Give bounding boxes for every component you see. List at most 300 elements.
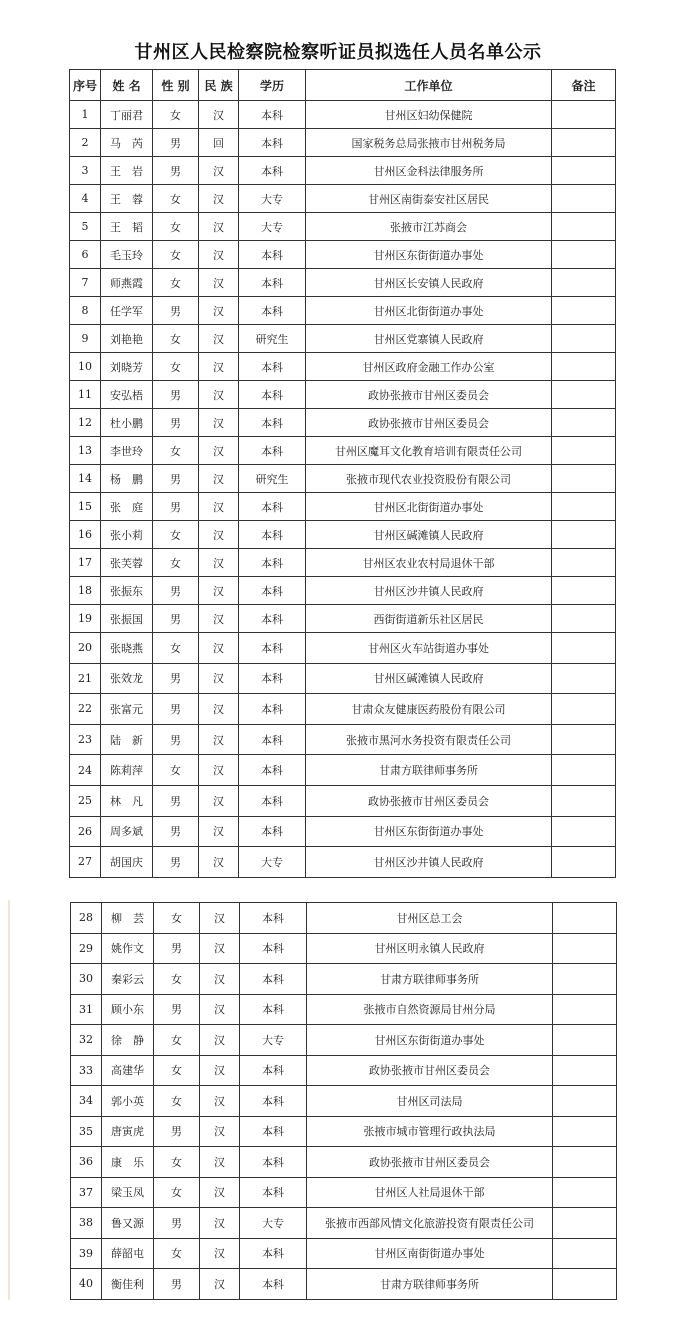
row-number-cell: 10 <box>70 353 101 381</box>
work-unit-cell: 西街街道新乐社区居民 <box>306 605 552 633</box>
education-cell: 本科 <box>239 755 306 786</box>
work-unit-cell: 甘州区南街泰安社区居民 <box>306 185 552 213</box>
sex-cell: 男 <box>153 816 199 847</box>
name-cell: 衡佳利 <box>102 1269 154 1300</box>
name-cell: 高建华 <box>102 1055 154 1086</box>
name-cell: 张效龙 <box>101 663 153 694</box>
ethnicity-cell: 汉 <box>199 185 239 213</box>
ethnicity-cell: 汉 <box>199 437 239 465</box>
work-unit-cell: 政协张掖市甘州区委员会 <box>306 785 552 816</box>
note-cell <box>552 816 616 847</box>
sex-cell: 女 <box>153 325 199 353</box>
ethnicity-cell: 汉 <box>200 1177 240 1208</box>
table-row <box>70 129 616 157</box>
table-row <box>70 241 616 269</box>
table-row <box>71 933 617 964</box>
work-unit-cell: 政协张掖市甘州区委员会 <box>307 1055 553 1086</box>
header-sex: 性 别 <box>153 70 199 101</box>
note-cell <box>552 465 616 493</box>
education-cell: 本科 <box>239 577 306 605</box>
row-number-cell: 39 <box>71 1238 102 1269</box>
row-number-cell: 21 <box>70 663 101 694</box>
name-cell: 康 乐 <box>102 1147 154 1178</box>
table-row <box>71 1147 617 1178</box>
name-cell: 刘艳艳 <box>101 325 153 353</box>
work-unit-cell: 甘州区人社局退休干部 <box>307 1177 553 1208</box>
note-cell <box>552 409 616 437</box>
sex-cell: 女 <box>153 437 199 465</box>
work-unit-cell: 甘州区沙井镇人民政府 <box>306 577 552 605</box>
work-unit-cell: 甘州区魔耳文化教育培训有限责任公司 <box>306 437 552 465</box>
note-cell <box>552 157 616 185</box>
ethnicity-cell: 汉 <box>199 213 239 241</box>
row-number-cell: 3 <box>70 157 101 185</box>
work-unit-cell: 甘州区东街街道办事处 <box>307 1025 553 1056</box>
table-row <box>70 847 616 878</box>
name-cell: 张小莉 <box>101 521 153 549</box>
table-row <box>70 694 616 725</box>
sex-cell: 男 <box>153 663 199 694</box>
work-unit-cell: 甘州区长安镇人民政府 <box>306 269 552 297</box>
ethnicity-cell: 汉 <box>199 101 239 129</box>
education-cell: 本科 <box>240 1086 307 1117</box>
education-cell: 本科 <box>239 381 306 409</box>
table-row <box>70 101 616 129</box>
ethnicity-cell: 汉 <box>199 663 239 694</box>
table-row <box>71 1269 617 1300</box>
name-cell: 郭小英 <box>102 1086 154 1117</box>
note-cell <box>552 381 616 409</box>
name-cell: 徐 静 <box>102 1025 154 1056</box>
name-cell: 张 庭 <box>101 493 153 521</box>
row-number-cell: 15 <box>70 493 101 521</box>
note-cell <box>552 633 616 664</box>
education-cell: 本科 <box>240 1177 307 1208</box>
row-number-cell: 14 <box>70 465 101 493</box>
work-unit-cell: 甘州区妇幼保健院 <box>306 101 552 129</box>
education-cell: 本科 <box>239 785 306 816</box>
table-row <box>71 1238 617 1269</box>
note-cell <box>553 1116 617 1147</box>
ethnicity-cell: 汉 <box>200 964 240 995</box>
name-cell: 周多斌 <box>101 816 153 847</box>
education-cell: 本科 <box>239 605 306 633</box>
sex-cell: 女 <box>153 269 199 297</box>
education-cell: 本科 <box>240 964 307 995</box>
row-number-cell: 34 <box>71 1086 102 1117</box>
table-row <box>71 1208 617 1239</box>
row-number-cell: 6 <box>70 241 101 269</box>
education-cell: 本科 <box>239 101 306 129</box>
table-row <box>70 185 616 213</box>
sex-cell: 男 <box>153 724 199 755</box>
table-row <box>71 964 617 995</box>
sex-cell: 男 <box>154 1208 200 1239</box>
note-cell <box>552 493 616 521</box>
header-note: 备注 <box>552 70 616 101</box>
sex-cell: 男 <box>153 605 199 633</box>
table-row <box>70 409 616 437</box>
table-row <box>71 1116 617 1147</box>
note-cell <box>553 964 617 995</box>
table-row <box>71 1025 617 1056</box>
table-row <box>70 577 616 605</box>
ethnicity-cell: 汉 <box>200 903 240 934</box>
row-number-cell: 35 <box>71 1116 102 1147</box>
name-cell: 张芙蓉 <box>101 549 153 577</box>
name-cell: 林 凡 <box>101 785 153 816</box>
row-number-cell: 18 <box>70 577 101 605</box>
sex-cell: 女 <box>153 633 199 664</box>
name-cell: 张振东 <box>101 577 153 605</box>
row-number-cell: 25 <box>70 785 101 816</box>
sex-cell: 男 <box>153 297 199 325</box>
work-unit-cell: 张掖市黑河水务投资有限责任公司 <box>306 724 552 755</box>
row-number-cell: 23 <box>70 724 101 755</box>
ethnicity-cell: 汉 <box>199 241 239 269</box>
note-cell <box>553 1269 617 1300</box>
header-name: 姓 名 <box>101 70 153 101</box>
row-number-cell: 30 <box>71 964 102 995</box>
name-cell: 胡国庆 <box>101 847 153 878</box>
name-cell: 张富元 <box>101 694 153 725</box>
education-cell: 本科 <box>239 129 306 157</box>
education-cell: 本科 <box>239 694 306 725</box>
note-cell <box>553 1086 617 1117</box>
roster-table-page-1 <box>69 69 616 878</box>
ethnicity-cell: 汉 <box>200 1147 240 1178</box>
work-unit-cell: 甘州区碱滩镇人民政府 <box>306 521 552 549</box>
ethnicity-cell: 汉 <box>199 633 239 664</box>
work-unit-cell: 甘州区东街街道办事处 <box>306 241 552 269</box>
education-cell: 本科 <box>239 493 306 521</box>
table-row <box>71 1086 617 1117</box>
name-cell: 李世玲 <box>101 437 153 465</box>
work-unit-cell: 甘州区党寨镇人民政府 <box>306 325 552 353</box>
ethnicity-cell: 汉 <box>200 1238 240 1269</box>
sex-cell: 男 <box>153 577 199 605</box>
ethnicity-cell: 汉 <box>199 521 239 549</box>
note-cell <box>552 847 616 878</box>
name-cell: 陆 新 <box>101 724 153 755</box>
sex-cell: 女 <box>153 213 199 241</box>
row-number-cell: 27 <box>70 847 101 878</box>
table-row <box>71 903 617 934</box>
note-cell <box>552 755 616 786</box>
table-row <box>70 157 616 185</box>
work-unit-cell: 甘州区农业农村局退休干部 <box>306 549 552 577</box>
name-cell: 刘晓芳 <box>101 353 153 381</box>
table-row <box>70 755 616 786</box>
ethnicity-cell: 汉 <box>199 755 239 786</box>
sex-cell: 男 <box>153 847 199 878</box>
row-number-cell: 33 <box>71 1055 102 1086</box>
education-cell: 本科 <box>240 903 307 934</box>
row-number-cell: 1 <box>70 101 101 129</box>
sex-cell: 男 <box>154 933 200 964</box>
note-cell <box>552 213 616 241</box>
note-cell <box>553 1238 617 1269</box>
name-cell: 马 芮 <box>101 129 153 157</box>
sex-cell: 男 <box>153 157 199 185</box>
row-number-cell: 32 <box>71 1025 102 1056</box>
sex-cell: 女 <box>154 1238 200 1269</box>
ethnicity-cell: 汉 <box>199 724 239 755</box>
name-cell: 顾小东 <box>102 994 154 1025</box>
education-cell: 本科 <box>239 409 306 437</box>
row-number-cell: 17 <box>70 549 101 577</box>
ethnicity-cell: 汉 <box>200 994 240 1025</box>
work-unit-cell: 张掖市自然资源局甘州分局 <box>307 994 553 1025</box>
name-cell: 杨 鹏 <box>101 465 153 493</box>
note-cell <box>552 663 616 694</box>
table-row <box>70 521 616 549</box>
name-cell: 任学军 <box>101 297 153 325</box>
education-cell: 本科 <box>239 353 306 381</box>
sex-cell: 女 <box>154 1147 200 1178</box>
ethnicity-cell: 汉 <box>199 381 239 409</box>
work-unit-cell: 甘州区金科法律服务所 <box>306 157 552 185</box>
sex-cell: 女 <box>154 1086 200 1117</box>
ethnicity-cell: 汉 <box>199 325 239 353</box>
work-unit-cell: 张掖市江苏商会 <box>306 213 552 241</box>
education-cell: 大专 <box>239 847 306 878</box>
sex-cell: 男 <box>153 493 199 521</box>
table-row <box>70 493 616 521</box>
work-unit-cell: 张掖市西部风情文化旅游投资有限责任公司 <box>307 1208 553 1239</box>
note-cell <box>553 1055 617 1086</box>
sex-cell: 女 <box>153 549 199 577</box>
page-edge-mark <box>8 900 10 1300</box>
education-cell: 本科 <box>239 157 306 185</box>
sex-cell: 男 <box>153 381 199 409</box>
education-cell: 本科 <box>240 1116 307 1147</box>
name-cell: 毛玉玲 <box>101 241 153 269</box>
ethnicity-cell: 汉 <box>199 353 239 381</box>
row-number-cell: 2 <box>70 129 101 157</box>
sex-cell: 女 <box>153 101 199 129</box>
table-row <box>70 213 616 241</box>
education-cell: 本科 <box>239 521 306 549</box>
work-unit-cell: 甘肃众友健康医药股份有限公司 <box>306 694 552 725</box>
sex-cell: 男 <box>153 785 199 816</box>
education-cell: 本科 <box>240 1055 307 1086</box>
note-cell <box>552 549 616 577</box>
note-cell <box>552 101 616 129</box>
row-number-cell: 9 <box>70 325 101 353</box>
sex-cell: 女 <box>154 903 200 934</box>
name-cell: 师燕霞 <box>101 269 153 297</box>
table-row <box>71 994 617 1025</box>
header-unit: 工作单位 <box>306 70 552 101</box>
sex-cell: 男 <box>153 465 199 493</box>
sex-cell: 男 <box>153 694 199 725</box>
name-cell: 陈莉萍 <box>101 755 153 786</box>
note-cell <box>552 577 616 605</box>
note-cell <box>552 297 616 325</box>
work-unit-cell: 甘州区南街街道办事处 <box>307 1238 553 1269</box>
ethnicity-cell: 汉 <box>199 605 239 633</box>
table-row <box>70 381 616 409</box>
row-number-cell: 19 <box>70 605 101 633</box>
education-cell: 本科 <box>239 437 306 465</box>
name-cell: 安弘梧 <box>101 381 153 409</box>
work-unit-cell: 甘州区北街街道办事处 <box>306 297 552 325</box>
work-unit-cell: 甘州区沙井镇人民政府 <box>306 847 552 878</box>
name-cell: 鲁又源 <box>102 1208 154 1239</box>
table-row <box>70 465 616 493</box>
table-row <box>70 437 616 465</box>
table-row <box>70 269 616 297</box>
header-no: 序号 <box>70 70 101 101</box>
table-row <box>70 663 616 694</box>
education-cell: 研究生 <box>239 465 306 493</box>
row-number-cell: 40 <box>71 1269 102 1300</box>
education-cell: 大专 <box>240 1025 307 1056</box>
note-cell <box>552 325 616 353</box>
work-unit-cell: 甘州区明永镇人民政府 <box>307 933 553 964</box>
table-row <box>70 549 616 577</box>
education-cell: 本科 <box>240 994 307 1025</box>
row-number-cell: 29 <box>71 933 102 964</box>
name-cell: 杜小鹏 <box>101 409 153 437</box>
name-cell: 薛韶屯 <box>102 1238 154 1269</box>
sex-cell: 女 <box>154 1025 200 1056</box>
row-number-cell: 24 <box>70 755 101 786</box>
work-unit-cell: 甘州区东街街道办事处 <box>306 816 552 847</box>
ethnicity-cell: 汉 <box>199 694 239 725</box>
table-row <box>70 724 616 755</box>
education-cell: 本科 <box>239 269 306 297</box>
note-cell <box>552 521 616 549</box>
ethnicity-cell: 汉 <box>200 1269 240 1300</box>
row-number-cell: 11 <box>70 381 101 409</box>
row-number-cell: 26 <box>70 816 101 847</box>
ethnicity-cell: 汉 <box>199 157 239 185</box>
education-cell: 本科 <box>239 816 306 847</box>
ethnicity-cell: 汉 <box>200 1025 240 1056</box>
note-cell <box>552 353 616 381</box>
ethnicity-cell: 汉 <box>199 785 239 816</box>
table-row <box>70 605 616 633</box>
row-number-cell: 37 <box>71 1177 102 1208</box>
work-unit-cell: 甘州区碱滩镇人民政府 <box>306 663 552 694</box>
note-cell <box>553 1025 617 1056</box>
education-cell: 本科 <box>240 1238 307 1269</box>
note-cell <box>552 269 616 297</box>
note-cell <box>553 933 617 964</box>
row-number-cell: 8 <box>70 297 101 325</box>
work-unit-cell: 国家税务总局张掖市甘州税务局 <box>306 129 552 157</box>
education-cell: 本科 <box>239 549 306 577</box>
note-cell <box>552 129 616 157</box>
work-unit-cell: 甘州区火车站街道办事处 <box>306 633 552 664</box>
education-cell: 本科 <box>239 241 306 269</box>
work-unit-cell: 政协张掖市甘州区委员会 <box>306 381 552 409</box>
work-unit-cell: 甘肃方联律师事务所 <box>306 755 552 786</box>
table-row <box>71 1177 617 1208</box>
row-number-cell: 31 <box>71 994 102 1025</box>
name-cell: 柳 芸 <box>102 903 154 934</box>
sex-cell: 女 <box>153 521 199 549</box>
name-cell: 张晓燕 <box>101 633 153 664</box>
education-cell: 本科 <box>239 663 306 694</box>
ethnicity-cell: 回 <box>199 129 239 157</box>
name-cell: 姚作文 <box>102 933 154 964</box>
row-number-cell: 13 <box>70 437 101 465</box>
table-row <box>70 325 616 353</box>
row-number-cell: 22 <box>70 694 101 725</box>
ethnicity-cell: 汉 <box>199 847 239 878</box>
work-unit-cell: 政协张掖市甘州区委员会 <box>307 1147 553 1178</box>
sex-cell: 女 <box>154 1055 200 1086</box>
sex-cell: 男 <box>154 1116 200 1147</box>
ethnicity-cell: 汉 <box>200 1055 240 1086</box>
row-number-cell: 12 <box>70 409 101 437</box>
sex-cell: 男 <box>153 129 199 157</box>
work-unit-cell: 甘州区司法局 <box>307 1086 553 1117</box>
table-row <box>71 1055 617 1086</box>
roster-table-page-2 <box>70 902 617 1300</box>
name-cell: 王 韬 <box>101 213 153 241</box>
sex-cell: 男 <box>154 994 200 1025</box>
note-cell <box>552 724 616 755</box>
education-cell: 本科 <box>239 724 306 755</box>
note-cell <box>553 1177 617 1208</box>
education-cell: 大专 <box>239 213 306 241</box>
work-unit-cell: 政协张掖市甘州区委员会 <box>306 409 552 437</box>
row-number-cell: 5 <box>70 213 101 241</box>
note-cell <box>553 994 617 1025</box>
name-cell: 梁玉凤 <box>102 1177 154 1208</box>
note-cell <box>553 903 617 934</box>
education-cell: 大专 <box>240 1208 307 1239</box>
work-unit-cell: 甘肃方联律师事务所 <box>307 1269 553 1300</box>
ethnicity-cell: 汉 <box>199 493 239 521</box>
name-cell: 王 岩 <box>101 157 153 185</box>
sex-cell: 女 <box>153 755 199 786</box>
row-number-cell: 38 <box>71 1208 102 1239</box>
name-cell: 唐寅虎 <box>102 1116 154 1147</box>
sex-cell: 女 <box>154 1177 200 1208</box>
sex-cell: 男 <box>153 409 199 437</box>
row-number-cell: 4 <box>70 185 101 213</box>
name-cell: 秦彩云 <box>102 964 154 995</box>
name-cell: 丁丽君 <box>101 101 153 129</box>
work-unit-cell: 甘州区总工会 <box>307 903 553 934</box>
sex-cell: 女 <box>154 964 200 995</box>
ethnicity-cell: 汉 <box>200 1086 240 1117</box>
table-header-row <box>70 70 616 101</box>
education-cell: 本科 <box>239 633 306 664</box>
ethnicity-cell: 汉 <box>199 297 239 325</box>
ethnicity-cell: 汉 <box>200 933 240 964</box>
note-cell <box>552 785 616 816</box>
ethnicity-cell: 汉 <box>199 816 239 847</box>
education-cell: 研究生 <box>239 325 306 353</box>
note-cell <box>553 1208 617 1239</box>
sex-cell: 女 <box>153 185 199 213</box>
note-cell <box>552 185 616 213</box>
ethnicity-cell: 汉 <box>200 1116 240 1147</box>
education-cell: 本科 <box>239 297 306 325</box>
sex-cell: 男 <box>154 1269 200 1300</box>
education-cell: 本科 <box>240 1269 307 1300</box>
ethnicity-cell: 汉 <box>199 549 239 577</box>
row-number-cell: 28 <box>71 903 102 934</box>
note-cell <box>552 694 616 725</box>
ethnicity-cell: 汉 <box>199 269 239 297</box>
